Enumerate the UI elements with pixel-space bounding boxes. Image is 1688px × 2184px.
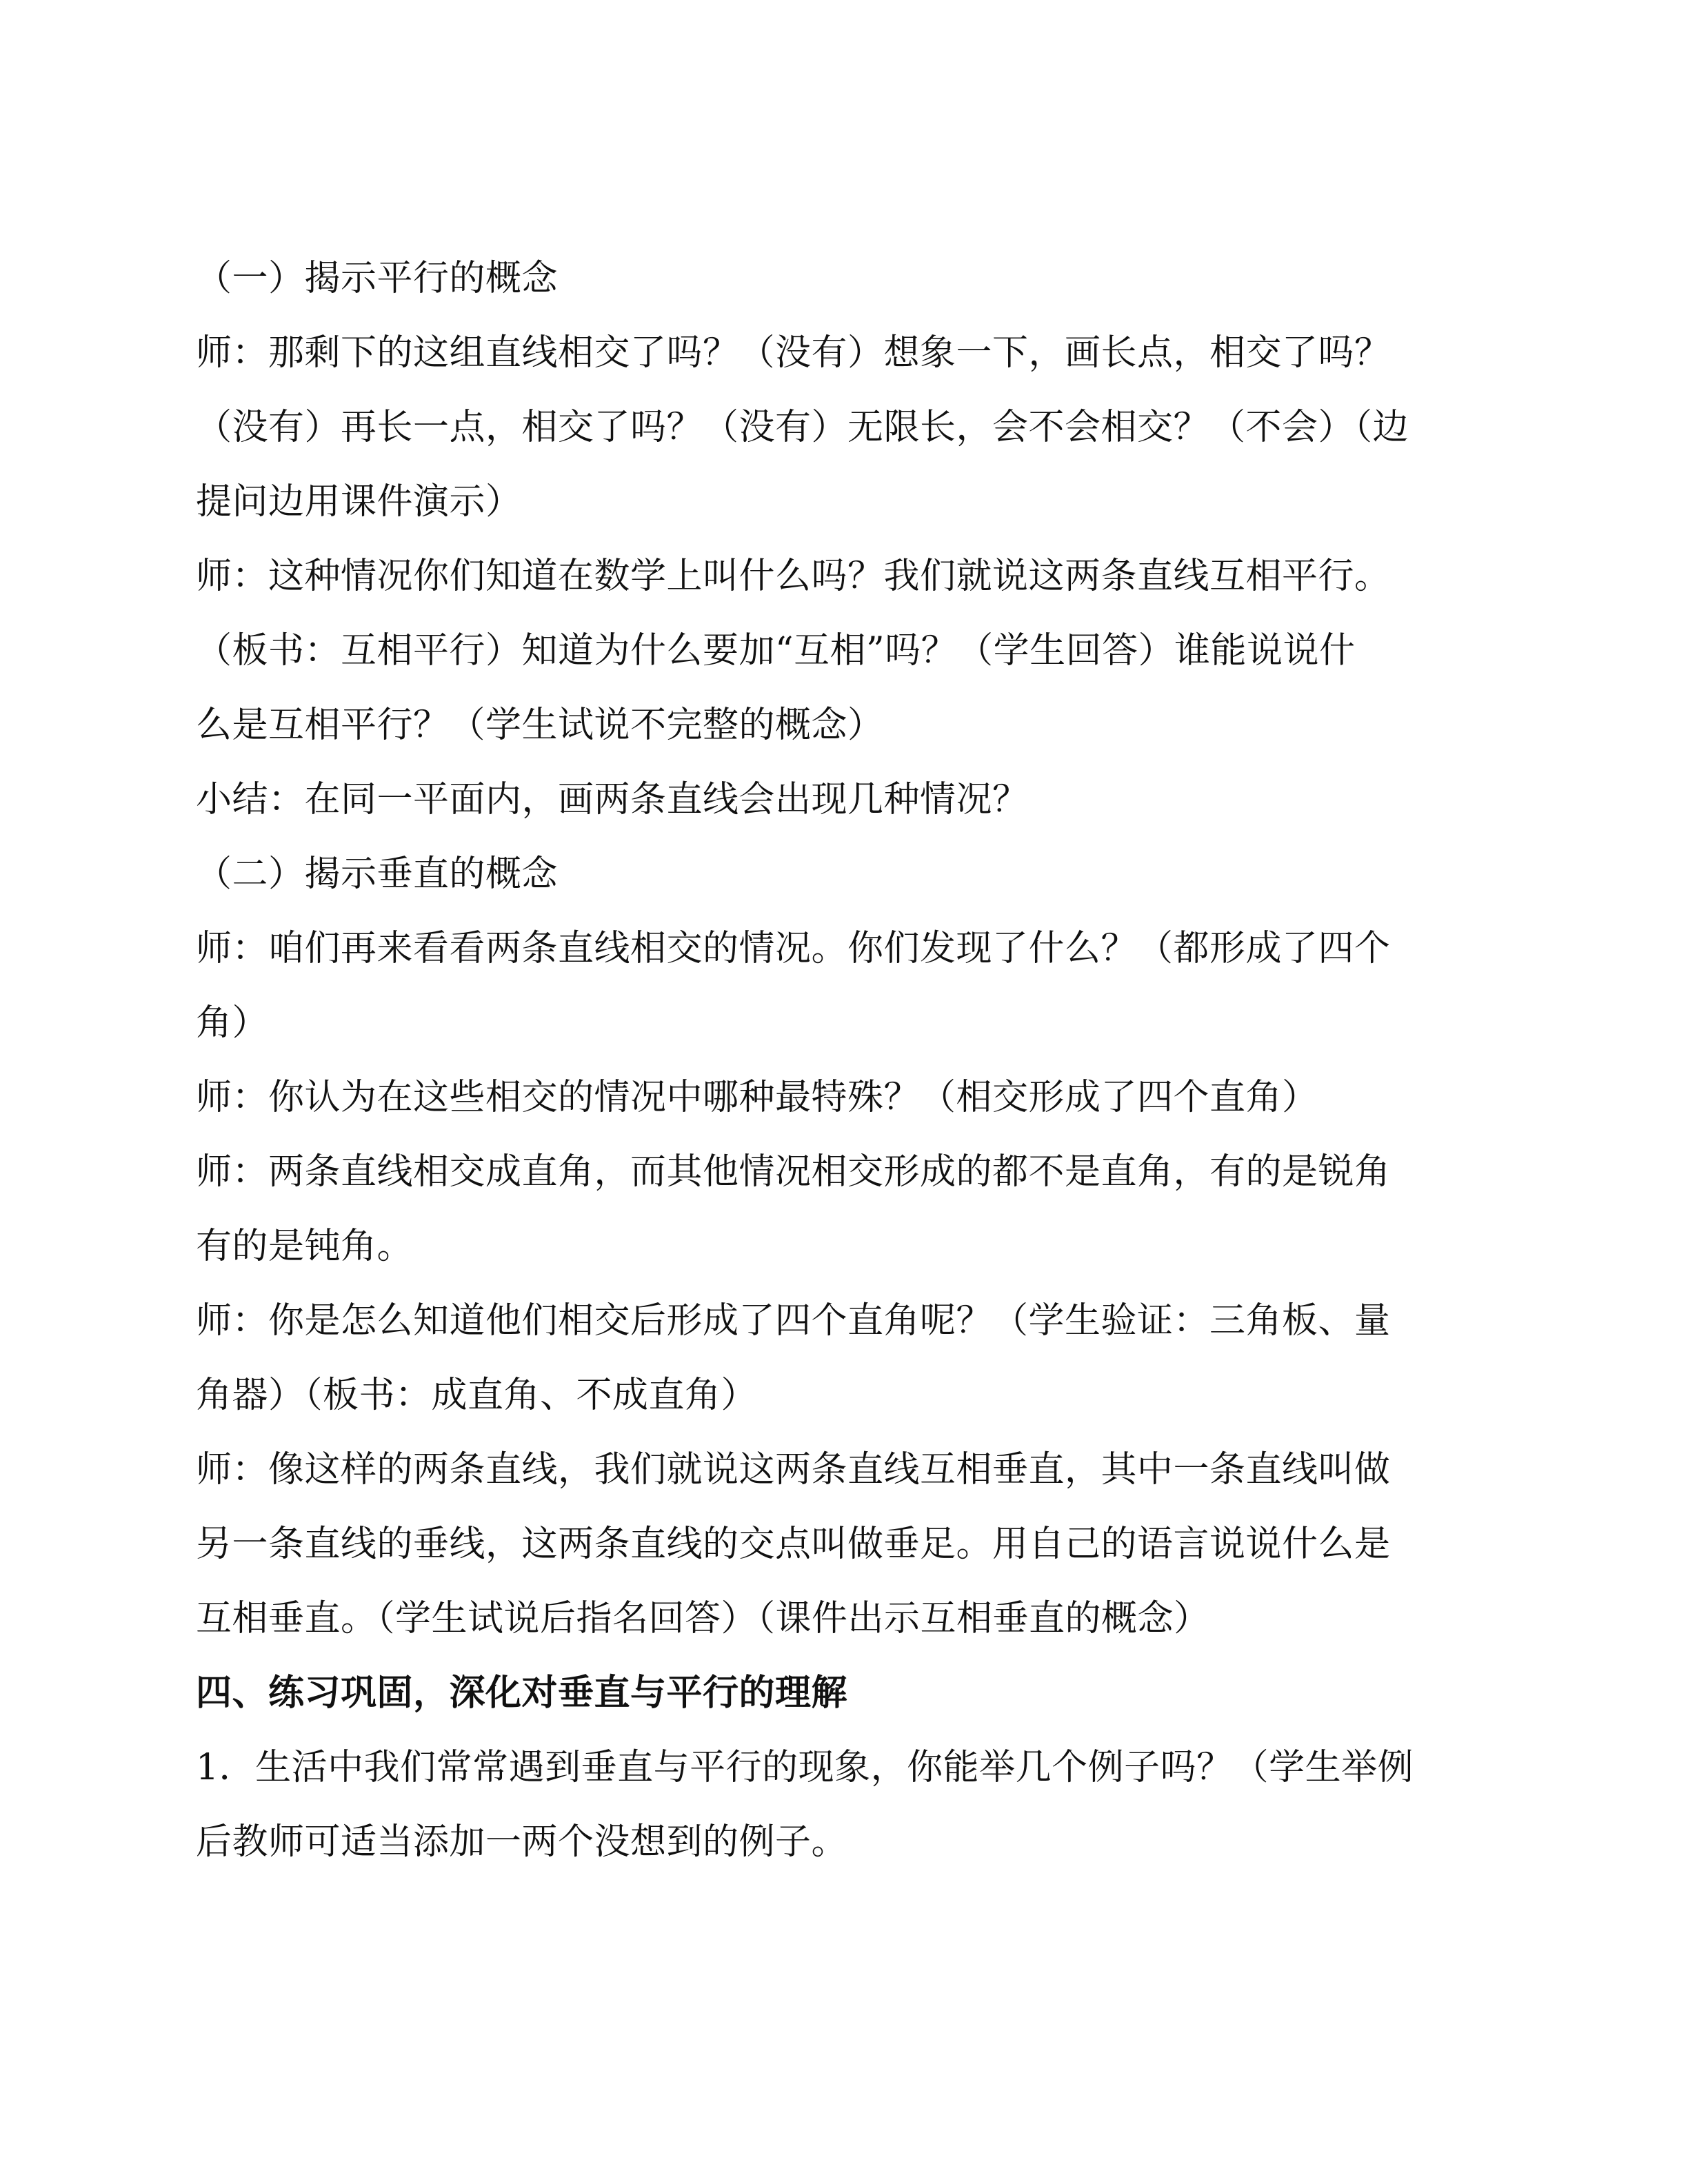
paragraph-line: 提问边用课件演示）	[196, 481, 522, 523]
paragraph-line: 师：你认为在这些相交的情况中哪种最特殊？（相交形成了四个直角）	[196, 1077, 1318, 1118]
section-heading-parallel: （一）揭示平行的概念	[196, 258, 559, 299]
paragraph-line: 师：那剩下的这组直线相交了吗？（没有）想象一下，画长点，相交了吗？	[196, 332, 1391, 374]
paragraph-line: 1．生活中我们常常遇到垂直与平行的现象，你能举几个例子吗？（学生举例	[196, 1747, 1414, 1788]
paragraph-line: 师：这种情况你们知道在数学上叫什么吗？我们就说这两条直线互相平行。	[196, 556, 1391, 597]
section-heading-perpendicular: （二）揭示垂直的概念	[196, 853, 559, 895]
paragraph-line: （板书：互相平行）知道为什么要加“互相”吗？（学生回答）谁能说说什	[196, 630, 1356, 671]
paragraph-line: 么是互相平行？（学生试说不完整的概念）	[196, 705, 884, 746]
paragraph-line: 角器）（板书：成直角、不成直角）	[196, 1375, 758, 1416]
paragraph-line: 师：两条直线相交成直角，而其他情况相交形成的都不是直角，有的是锐角	[196, 1151, 1391, 1193]
paragraph-line: 后教师可适当添加一两个没想到的例子。	[196, 1821, 848, 1863]
paragraph-line: 角）	[196, 1002, 269, 1044]
paragraph-line: 互相垂直。（学生试说后指名回答）（课件出示互相垂直的概念）	[196, 1598, 1210, 1639]
summary-line: 小结：在同一平面内，画两条直线会出现几种情况？	[196, 779, 1029, 820]
section-heading-practice: 四、练习巩固，深化对垂直与平行的理解	[196, 1672, 848, 1714]
paragraph-line: 另一条直线的垂线，这两条直线的交点叫做垂足。用自己的语言说说什么是	[196, 1524, 1391, 1565]
paragraph-line: 有的是钝角。	[196, 1226, 414, 1267]
paragraph-line: 师：你是怎么知道他们相交后形成了四个直角呢？（学生验证：三角板、量	[196, 1300, 1391, 1342]
paragraph-line: 师：咱们再来看看两条直线相交的情况。你们发现了什么？（都形成了四个	[196, 928, 1391, 969]
paragraph-line: 师：像这样的两条直线，我们就说这两条直线互相垂直，其中一条直线叫做	[196, 1449, 1391, 1490]
paragraph-line: （没有）再长一点，相交了吗？（没有）无限长，会不会相交？（不会）（边	[196, 407, 1409, 448]
